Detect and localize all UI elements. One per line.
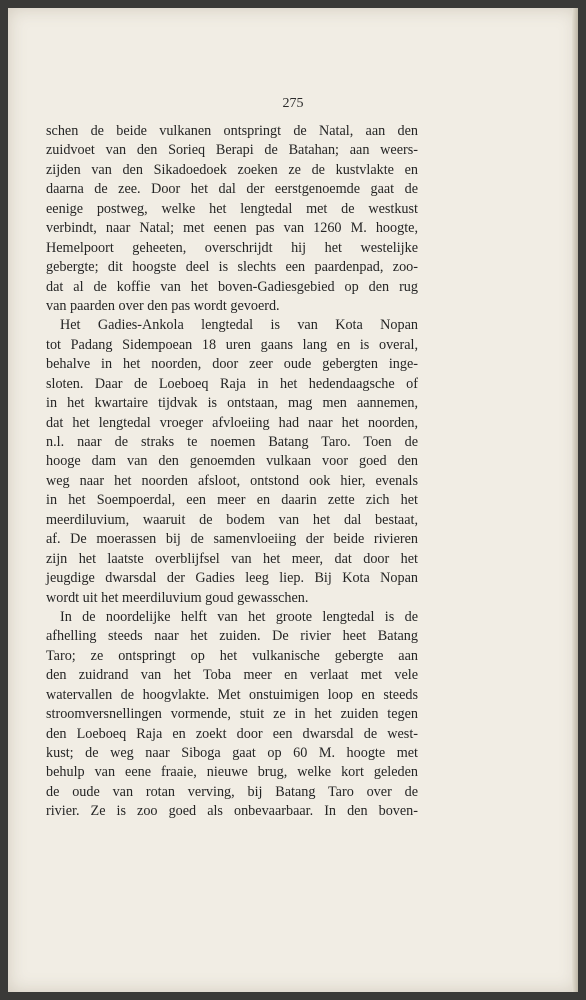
page-number: 275 bbox=[282, 96, 304, 111]
text-line: gebergte; dit hoogste deel is slechts een paardenpad, zoo- bbox=[46, 259, 418, 276]
text-line: den zuidrand van het Toba meer en verlaat met vele bbox=[46, 667, 418, 684]
text-line: In de noordelijke helft van het groote lengtedal is de bbox=[60, 608, 418, 625]
book-page bbox=[8, 8, 578, 992]
text-line: de oude van rotan verving, bij Batang Taro over de bbox=[46, 783, 418, 800]
text-line: Hemelpoort geheeten, overschrijdt hij het westelijke bbox=[46, 239, 418, 256]
text-line: daarna de zee. Door het dal der eerstgenoemde gaat de bbox=[46, 181, 418, 198]
text-line: den Loeboeq Raja en zoekt door een dwarsdal de west- bbox=[46, 725, 418, 742]
text-line: behalve in het noorden, door zeer oude gebergten inge- bbox=[46, 356, 418, 373]
text-line: schen de beide vulkanen ontspringt de Natal, aan den bbox=[46, 123, 418, 139]
text-line: eenige postweg, welke het lengtedal met de westkust bbox=[46, 200, 418, 217]
text-line: hooge dam van den genoemden vulkaan voor goed den bbox=[46, 453, 418, 470]
text-line: kust; de weg naar Siboga gaat op 60 M. hoogte met bbox=[46, 745, 418, 761]
text-line: rivier. Ze is zoo goed als onbevaarbaar. In den boven- bbox=[46, 803, 418, 820]
text-line: van paarden over den pas wordt gevoerd. bbox=[46, 297, 280, 314]
page-edge-shadow bbox=[572, 8, 578, 992]
text-line: in het Soempoerdal, een meer en daarin zette zich het bbox=[46, 492, 418, 509]
text-line: Taro; ze ontspringt op het vulkanische gebergte aan bbox=[46, 647, 418, 664]
text-line: sloten. Daar de Loeboeq Raja in het hedendaagsche of bbox=[46, 375, 418, 392]
body-text bbox=[46, 122, 418, 822]
text-line: meerdiluvium, waaruit de bodem van het dal bestaat, bbox=[46, 511, 418, 528]
text-line: in het kwartaire tijdvak is ontstaan, mag men aannemen, bbox=[46, 395, 418, 412]
text-line: dat al de koffie van het boven-Gadiesgebied op den rug bbox=[46, 278, 418, 295]
text-line: jeugdige dwarsdal der Gadies leeg liep. Bij Kota Nopan bbox=[46, 570, 418, 587]
text-line: wordt uit het meerdiluvium goud gewasschen. bbox=[46, 589, 309, 606]
text-line: dat het lengtedal vroeger afvloeiing had naar het noorden, bbox=[46, 414, 418, 431]
text-line: afhelling steeds naar het zuiden. De rivier heet Batang bbox=[46, 628, 418, 645]
text-line: zijden van den Sikadoedoek zoeken ze de kustvlakte en bbox=[46, 161, 418, 178]
text-line: zuidvoet van den Sorieq Berapi de Batahan; aan weers- bbox=[46, 142, 418, 159]
text-line: watervallen de hoogvlakte. Met onstuimigen loop en steeds bbox=[46, 686, 418, 703]
text-line: tot Padang Sidempoean 18 uren gaans lang en is overal, bbox=[46, 336, 418, 353]
text-line: n.l. naar de straks te noemen Batang Taro. Toen de bbox=[46, 434, 418, 450]
text-line: Het Gadies-Ankola lengtedal is van Kota Nopan bbox=[60, 317, 418, 334]
text-line: behulp van eene fraaie, nieuwe brug, welke kort geleden bbox=[46, 764, 418, 781]
text-line: weg naar het noorden afsloot, ontstond ook hier, evenals bbox=[46, 472, 418, 489]
text-line: stroomversnellingen vormende, stuit ze in het zuiden tegen bbox=[46, 706, 418, 723]
text-line: af. De moerassen bij de samenvloeiing der beide rivieren bbox=[46, 531, 418, 548]
text-line: verbindt, naar Natal; met eenen pas van 1260 M. hoogte, bbox=[46, 220, 418, 237]
text-line: zijn het laatste overblijfsel van het meer, dat door het bbox=[46, 550, 418, 567]
